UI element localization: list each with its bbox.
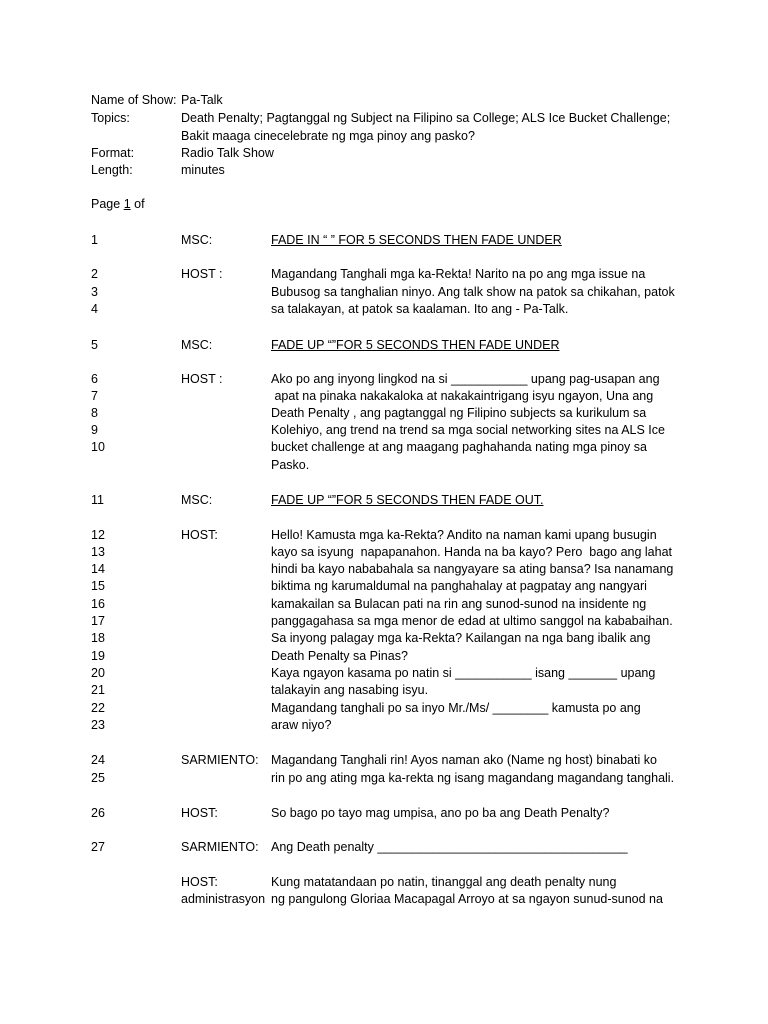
script-line: kayo sa isyung napapanahon. Handa na ba kayo? Pero bago ang lahat [271,545,673,559]
script-line: bucket challenge at ang maagang paghahanda nating mga pinoy sa [271,440,647,454]
script-line: Ako po ang inyong lingkod na si ___________ upang pag-usapan ang [271,372,660,386]
speaker-label: MSC: [181,338,213,352]
line-number: 17 [91,614,105,628]
script-line: Kolehiyo, ang trend na trend sa mga social networking sites na ALS Ice [271,423,665,437]
line-number: 5 [91,338,98,352]
length-value: minutes [181,163,225,177]
script-line: Kung matatandaan po natin, tinanggal ang death penalty nung [271,875,617,889]
show-name-value: Pa-Talk [181,93,223,107]
line-number: 18 [91,631,105,645]
line-number: 3 [91,285,98,299]
line-number: 16 [91,597,105,611]
line-number: 26 [91,806,105,820]
line-number: 20 [91,666,105,680]
script-line: Magandang tanghali po sa inyo Mr./Ms/ ________ kamusta po ang [271,701,641,715]
script-line: Magandang Tanghali mga ka-Rekta! Narito na po ang mga issue na [271,267,646,281]
script-line: ng pangulong Gloriaa Macapagal Arroyo at sa ngayon sunud-sunod na [271,892,663,906]
line-number: 25 [91,771,105,785]
script-line: talakayin ang nasabing isyu. [271,683,429,697]
script-line: Pasko. [271,458,310,472]
format-value: Radio Talk Show [181,146,274,160]
line-number: 4 [91,302,98,316]
line-number: 23 [91,718,105,732]
script-line: So bago po tayo mag umpisa, ano po ba ang Death Penalty? [271,806,610,820]
line-number: 19 [91,649,105,663]
speaker-label: HOST: [181,528,218,542]
speaker-label: MSC: [181,493,213,507]
speaker-label: SARMIENTO: [181,840,259,854]
topics-line-2: Bakit maaga cinecelebrate ng mga pinoy ang pasko? [181,129,475,143]
script-line: panggagahasa sa mga menor de edad at ultimo sanggol na kababaihan. [271,614,673,628]
speaker-label: HOST : [181,372,223,386]
script-line: biktima ng karumaldumal na panghahalay at pagpatay ang nangyari [271,579,647,593]
page-suffix: of [134,197,145,211]
script-line: Sa inyong palagay mga ka-Rekta? Kailangan na nga bang ibalik ang [271,631,651,645]
script-line: Death Penalty , ang pagtanggal ng Filipino subjects sa kurikulum sa [271,406,647,420]
line-number: 24 [91,753,105,767]
line-number: 11 [91,493,104,507]
script-line: sa talakayan, at patok sa kaalaman. Ito ang - Pa-Talk. [271,302,569,316]
music-cue: FADE UP “”FOR 5 SECONDS THEN FADE UNDER [271,338,560,352]
page-number [91,197,145,211]
script-line: Hello! Kamusta mga ka-Rekta? Andito na naman kami upang busugin [271,528,657,542]
script-line: Magandang Tanghali rin! Ayos naman ako (Name ng host) binabati ko [271,753,657,767]
line-number: 6 [91,372,98,386]
line-number: 2 [91,267,98,281]
show-name-label: Name of Show: [91,93,177,107]
script-line: rin po ang ating mga ka-rekta ng isang magandang magandang tanghali. [271,771,675,785]
script-line-prefix: administrasyon [181,892,266,906]
speaker-label: SARMIENTO: [181,753,259,767]
topics-line-1: Death Penalty; Pagtanggal ng Subject na Filipino sa College; ALS Ice Bucket Challenge; [181,111,671,125]
script-line: Kaya ngayon kasama po natin si ___________ isang _______ upang [271,666,656,680]
speaker-label: HOST: [181,875,218,889]
script-line: hindi ba kayo nababahala sa nangyayare sa ating bansa? Isa nanamang [271,562,674,576]
speaker-label: HOST: [181,806,218,820]
line-number: 8 [91,406,98,420]
script-line: Bubusog sa tanghalian ninyo. Ang talk show na patok sa chikahan, patok [271,285,675,299]
script-line: Death Penalty sa Pinas? [271,649,408,663]
line-number: 21 [91,683,105,697]
music-cue: FADE IN “ ” FOR 5 SECONDS THEN FADE UNDER [271,233,562,247]
script-line: araw niyo? [271,718,332,732]
speaker-label: HOST : [181,267,223,281]
format-label: Format: [91,146,135,160]
script-line: apat na pinaka nakakaloka at nakakaintrigang isyu ngayon, Una ang [271,389,654,403]
script-line: kamakailan sa Bulacan pati na rin ang sunod-sunod na insidente ng [271,597,647,611]
script-line: Ang Death penalty ____________________________________ [271,840,628,854]
music-cue: FADE UP “”FOR 5 SECONDS THEN FADE OUT. [271,493,544,507]
line-number: 1 [91,233,98,247]
topics-label: Topics: [91,111,130,125]
line-number: 7 [91,389,98,403]
speaker-label: MSC: [181,233,213,247]
page-prefix: Page [91,197,121,211]
line-number: 12 [91,528,105,542]
line-number: 22 [91,701,105,715]
length-label: Length: [91,163,133,177]
line-number: 15 [91,579,105,593]
line-number: 27 [91,840,105,854]
page-current: 1 [123,197,131,211]
line-number: 9 [91,423,98,437]
line-number: 13 [91,545,105,559]
line-number: 14 [91,562,105,576]
line-number: 10 [91,440,105,454]
